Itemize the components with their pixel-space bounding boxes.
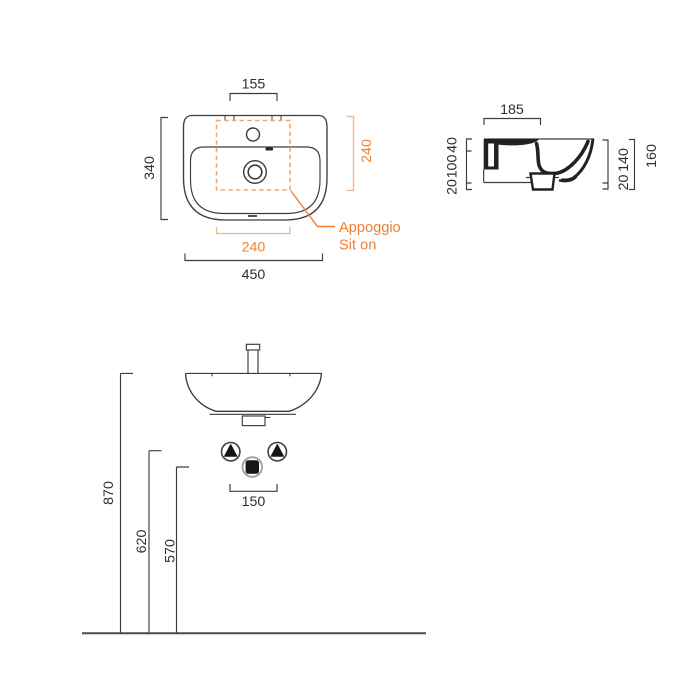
deck-section: [499, 139, 540, 145]
top-view: [142, 77, 401, 284]
supply-symbol-right: [268, 443, 286, 461]
drain-outlet-section: [531, 174, 555, 190]
dim-bracket-ledge-depth: [484, 119, 541, 126]
height-line-870: [121, 373, 134, 633]
sit-on-dashed-area: [217, 121, 291, 191]
basin-front-outline: [186, 373, 322, 411]
tap-hole-icon: [247, 128, 260, 141]
dim-bracket-sit-width: [217, 227, 291, 234]
dim-supply-spacing: 150: [241, 494, 266, 510]
bowl-section-curve: [537, 142, 589, 174]
dim-front-height: 140: [616, 148, 632, 172]
dim-total-height: 160: [644, 144, 660, 168]
basin-top-edge: [186, 373, 323, 376]
dim-sit-width: 240: [241, 239, 266, 256]
height-line-620: [149, 451, 162, 634]
faucet-stem: [248, 350, 258, 373]
callout-appoggio: Appoggio: [339, 220, 401, 236]
callout-leader-line: [291, 191, 335, 227]
dim-tap-span: 155: [241, 76, 266, 93]
underside-lines: [484, 170, 531, 183]
drain-inner-icon: [248, 165, 262, 179]
front-view: [82, 344, 426, 633]
drain-trap: [242, 416, 265, 426]
side-view: [445, 102, 661, 195]
dim-waste-height: 570: [162, 539, 179, 563]
dim-depth: 340: [142, 156, 158, 180]
dim-bracket-left-stack: [467, 139, 473, 190]
dim-bracket-depth: [161, 118, 168, 220]
waste-symbol: [243, 457, 263, 477]
dim-bracket-sit-depth: [347, 117, 354, 191]
dim-bracket-tap-span: [230, 94, 277, 102]
dim-outlet-offset: 20: [616, 174, 632, 191]
faucet-cap: [246, 344, 259, 350]
dim-ledge-depth: 185: [500, 102, 524, 118]
callout-sit-on: Sit on: [339, 237, 377, 254]
dim-bracket-right-inner: [603, 140, 609, 189]
dim-bracket-supply-spacing: [230, 484, 277, 491]
dim-width: 450: [241, 267, 266, 283]
square-icon: [246, 460, 259, 473]
basin-outline: [184, 116, 328, 221]
dim-top-offset: 40: [444, 137, 461, 153]
dim-bottom-offset: 20: [444, 179, 461, 195]
wall-channel-slot: [488, 144, 494, 167]
dim-rim-height: 870: [101, 481, 117, 505]
dim-mid-height: 100: [444, 154, 461, 179]
dim-supply-height: 620: [134, 529, 150, 554]
overflow-slot-icon: [266, 148, 274, 151]
drain-outer-icon: [244, 161, 267, 184]
supply-symbol-left: [222, 443, 240, 461]
dim-sit-depth: 240: [359, 139, 375, 163]
